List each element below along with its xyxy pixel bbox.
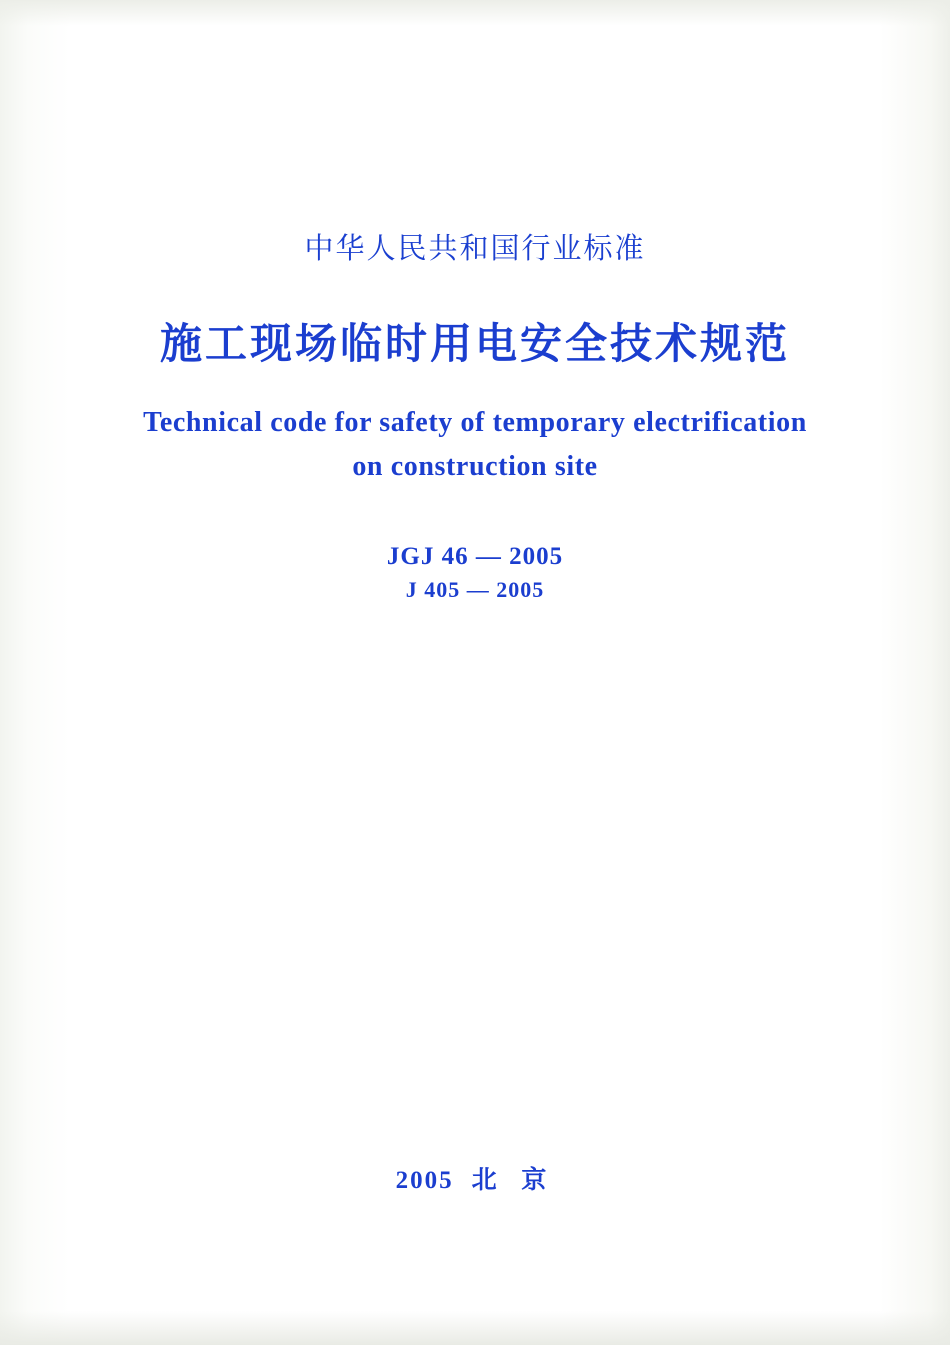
scan-edge-bottom (0, 1311, 950, 1345)
cover-content (0, 0, 950, 606)
document-title-english (0, 401, 950, 488)
document-title-english-line1: Technical code for safety of temporary electrification (143, 407, 807, 439)
publication-year: 2005 (395, 1167, 454, 1194)
standard-organization-line: 中华人民共和国行业标准 (304, 231, 646, 265)
document-title-english-line2: on construction site (352, 450, 598, 482)
standard-code-block (0, 540, 950, 606)
standard-code-primary: JGJ 46 — 2005 (386, 542, 564, 570)
publication-footer (0, 1160, 950, 1196)
publication-city: 北 京 (471, 1165, 555, 1194)
standard-code-secondary: J 405 — 2005 (405, 576, 545, 602)
document-title-chinese: 施工现场临时用电安全技术规范 (159, 319, 790, 368)
